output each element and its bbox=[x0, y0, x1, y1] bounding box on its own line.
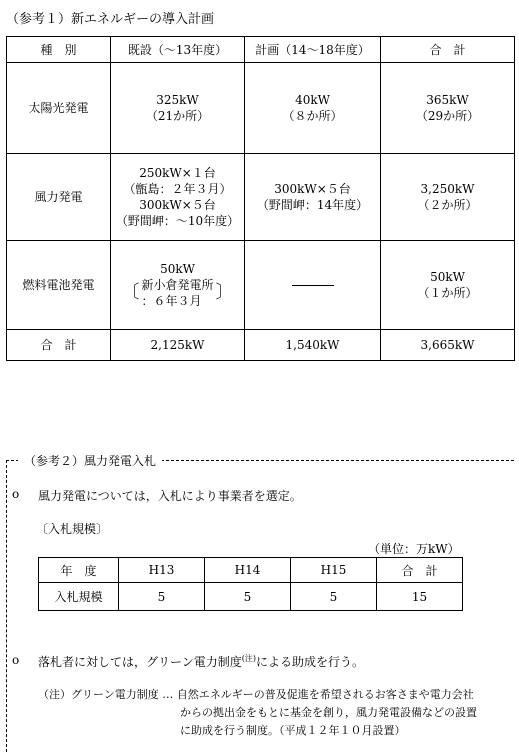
total-label: 合 計 bbox=[7, 330, 111, 361]
cell-line: （８か所） bbox=[282, 109, 343, 123]
bullet-mark: o bbox=[12, 653, 20, 667]
cell-line: 300kW×５台 bbox=[274, 182, 351, 196]
cell-existing bbox=[111, 241, 245, 330]
cell-line: （甑島：２年３月） bbox=[123, 182, 232, 196]
row-type: 太陽光発電 bbox=[7, 63, 111, 154]
total-plan: 1,540kW bbox=[245, 330, 381, 361]
bullet2-text bbox=[38, 653, 364, 670]
empty-dash bbox=[292, 285, 334, 286]
cell-line: 新小倉発電所 bbox=[141, 278, 214, 292]
cell-line: 325kW bbox=[156, 93, 199, 107]
header-h14: H14 bbox=[205, 558, 291, 583]
row-type: 風力発電 bbox=[7, 154, 111, 241]
cell-line: （２か所） bbox=[417, 198, 478, 212]
cell-h15: 5 bbox=[291, 583, 377, 611]
cell-line: 50kW bbox=[160, 262, 195, 276]
table-header-row bbox=[7, 37, 515, 63]
unit-label: （単位：万kW） bbox=[368, 542, 460, 556]
bracket-content bbox=[141, 277, 213, 309]
cell-line: （野間岬：～10年度） bbox=[115, 214, 240, 228]
scale-label: 〔入札規模〕 bbox=[36, 522, 109, 536]
bullet-mark: o bbox=[12, 487, 20, 501]
ref1-title: （参考１）新エネルギーの導入計画 bbox=[6, 12, 215, 27]
cell-total bbox=[381, 241, 515, 330]
bullet2-pre: 落札者に対しては，グリーン電力制度 bbox=[38, 655, 242, 669]
cell-existing bbox=[111, 154, 245, 241]
cell-line: 365kW bbox=[426, 93, 469, 107]
cell-line: （21か所） bbox=[145, 109, 210, 123]
note-line: に助成を行う制度。（平成１２年１０月設置） bbox=[180, 724, 406, 737]
header-plan: 計画（14～18年度） bbox=[245, 37, 381, 63]
cell-plan bbox=[245, 63, 381, 154]
cell-line: 40kW bbox=[295, 93, 330, 107]
cell-line: 300kW×５台 bbox=[139, 198, 216, 212]
total-existing: 2,125kW bbox=[111, 330, 245, 361]
cell-h14: 5 bbox=[205, 583, 291, 611]
table-row bbox=[7, 63, 515, 154]
table-total-row bbox=[7, 330, 515, 361]
bullet2-post: による助成を行う。 bbox=[256, 655, 365, 669]
table-row bbox=[39, 583, 463, 611]
cell-total bbox=[381, 63, 515, 154]
row-label: 入札規模 bbox=[39, 583, 119, 611]
total-total: 3,665kW bbox=[381, 330, 515, 361]
row-type: 燃料電池発電 bbox=[7, 241, 111, 330]
table-row bbox=[7, 241, 515, 330]
header-year: 年 度 bbox=[39, 558, 119, 583]
header-h13: H13 bbox=[119, 558, 205, 583]
note-line: からの拠出金をもとに基金を創り，風力発電設備などの設置 bbox=[180, 706, 477, 719]
table-row bbox=[7, 154, 515, 241]
header-total: 合 計 bbox=[381, 37, 515, 63]
header-h15: H15 bbox=[291, 558, 377, 583]
cell-line: ：６年３月 bbox=[141, 294, 202, 308]
note-line: （注）グリーン電力制度 … 自然エネルギーの普及促進を希望されるお客さまや電力会社 bbox=[38, 688, 474, 701]
bid-scale-table bbox=[38, 557, 463, 611]
header-total: 合 計 bbox=[377, 558, 463, 583]
cell-h13: 5 bbox=[119, 583, 205, 611]
note-ref: (注) bbox=[241, 654, 257, 663]
cell-total bbox=[381, 154, 515, 241]
cell-existing bbox=[111, 63, 245, 154]
bullet1-text: 風力発電については，入札により事業者を選定。 bbox=[38, 489, 302, 503]
header-existing: 既設（～13年度） bbox=[111, 37, 245, 63]
cell-plan bbox=[245, 154, 381, 241]
new-energy-plan-table bbox=[6, 36, 515, 361]
bracket-left: 〔 bbox=[121, 282, 140, 303]
header-type: 種 別 bbox=[7, 37, 111, 63]
ref2-title: （参考２）風力発電入札 bbox=[18, 452, 162, 469]
cell-line: 50kW bbox=[430, 270, 465, 284]
cell-line: （29か所） bbox=[415, 109, 480, 123]
bracket-right: 〕 bbox=[215, 282, 234, 303]
cell-line: 3,250kW bbox=[420, 182, 475, 196]
cell-total: 15 bbox=[377, 583, 463, 611]
table-header-row bbox=[39, 558, 463, 583]
cell-line: （１か所） bbox=[417, 286, 478, 300]
cell-line: 250kW×１台 bbox=[139, 166, 216, 180]
cell-line: （野間岬：14年度） bbox=[256, 198, 369, 212]
bracket-group bbox=[111, 277, 244, 309]
cell-plan bbox=[245, 241, 381, 330]
